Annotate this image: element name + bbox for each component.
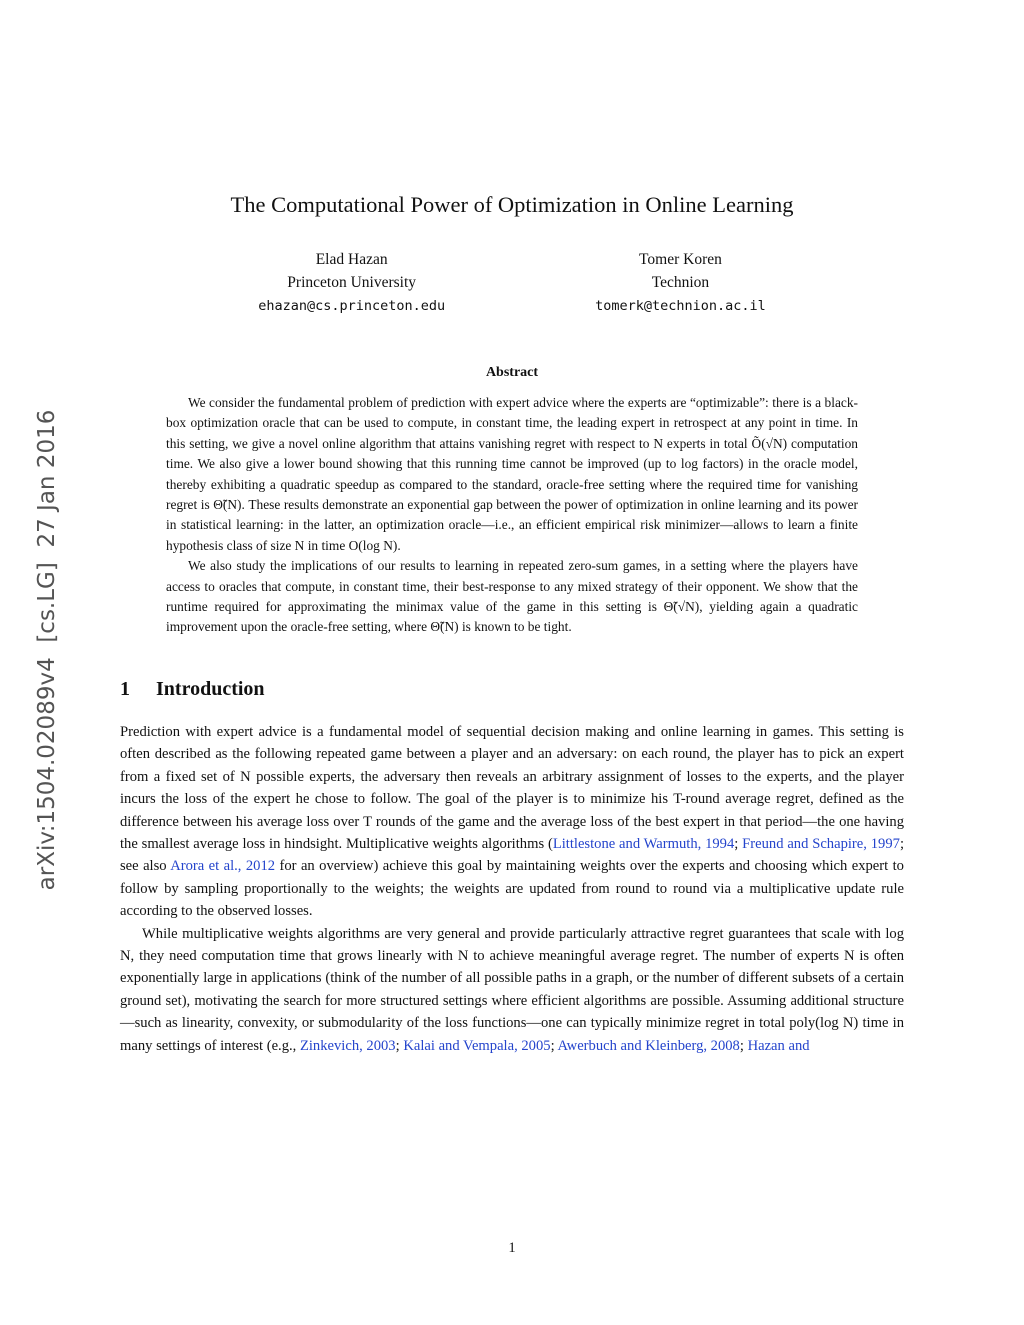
author-1-name: Elad Hazan: [315, 251, 388, 268]
text-run: Prediction with expert advice is a fundamental model of sequential decision making and online learning in games. This setting is often described as the following repeated game between a player and an adversary: on each round, the player has to pick an expert from a fixed set of N possible experts, the adversary then reveals an arbitrary assignment of losses to the experts, and the player incurs the loss of the expert he chose to follow. The goal of the player is to minimize his T-round average regret, defined as the difference between his average loss over T rounds of the game and the average loss of the best expert in that period—the one having the smallest average loss in hindsight. Multiplicative weights algorithms (: [120, 723, 904, 852]
text-run: We also study the implications of our results to learning in repeated zero-sum games, in a setting where the players have access to oracles that compute, in constant time, their best-response to any mixed strategy of their opponent. We show that the runtime required for approximating the minimax value of the game in this setting is Θ̃(√N), yielding again a quadratic improvement upon the oracle-free setting, where Θ̃(N) is known to be tight.: [166, 558, 858, 635]
arxiv-watermark: arXiv:1504.02089v4 [cs.LG] 27 Jan 2016: [34, 409, 60, 891]
text-run: ;: [739, 1037, 748, 1054]
introduction-body: [120, 721, 904, 1057]
citation-link[interactable]: Hazan and: [747, 1037, 810, 1054]
abstract-heading: Abstract: [485, 365, 539, 380]
citation-link[interactable]: Arora et al., 2012: [170, 858, 276, 875]
section-1-number: 1: [120, 677, 130, 700]
author-2: [595, 248, 766, 318]
abstract-body: [166, 393, 858, 638]
paragraph: [120, 923, 904, 1057]
citation-link[interactable]: Freund and Schapire, 1997: [742, 835, 900, 852]
author-1-affiliation: Princeton University: [287, 274, 417, 291]
section-1-title: Introduction: [156, 677, 265, 700]
author-1-email: ehazan@cs.princeton.edu: [258, 298, 446, 314]
text-run: ; see also: [120, 835, 904, 875]
text-run: ;: [395, 1037, 404, 1054]
paragraph: [120, 721, 904, 923]
abstract-section: [166, 365, 858, 638]
author-1: [258, 248, 445, 318]
paper-content: [120, 0, 904, 1057]
section-1-heading: [120, 678, 904, 701]
text-run: ;: [734, 835, 743, 852]
author-2-name: Tomer Koren: [639, 251, 722, 268]
author-2-affiliation: Technion: [651, 274, 710, 291]
author-2-email: tomerk@technion.ac.il: [595, 298, 766, 314]
author-block: [120, 248, 904, 318]
citation-link[interactable]: Kalai and Vempala, 2005: [403, 1037, 551, 1054]
text-run: ;: [550, 1037, 558, 1054]
citation-link[interactable]: Zinkevich, 2003: [299, 1037, 396, 1054]
citation-link[interactable]: Awerbuch and Kleinberg, 2008: [557, 1037, 740, 1054]
citation-link[interactable]: Littlestone and Warmuth, 1994: [552, 835, 735, 852]
paragraph: [166, 556, 858, 638]
paper-title: The Computational Power of Optimization in Online Learning: [230, 192, 794, 217]
text-run: While multiplicative weights algorithms are very general and provide particularly attractive regret guarantees that scale with log N, they need computation time that grows linearly with N to achieve meaningful average regret. The number of experts N is often exponentially large in applications (think of the number of all possible paths in a graph, or the number of different subsets of a certain ground set), motivating the search for more structured settings where efficient algorithms are possible. Assuming additional structure—such as linearity, convexity, or submodularity of the loss functions—one can typically minimize regret in total poly(log N) time in many settings of interest (e.g.,: [120, 925, 904, 1054]
text-run: for an overview) achieve this goal by maintaining weights over the experts and choosing which expert to follow by sampling proportionally to the weights; the weights are updated from round to round via a multiplicative update rule according to the observed losses.: [120, 858, 904, 920]
paragraph: [166, 393, 858, 556]
text-run: We consider the fundamental problem of prediction with expert advice where the experts are “optimizable”: there is a black-box optimization oracle that can be used to compute, in constant time, the leading expert in retrospect at any point in time. In this setting, we give a novel online algorithm that attains vanishing regret with respect to N experts in total Õ(√N) computation time. We also give a lower bound showing that this running time cannot be improved (up to log factors) in the oracle model, thereby exhibiting a quadratic speedup as compared to the standard, oracle-free setting where the required time for vanishing regret is Θ̃(N). These results demonstrate an exponential gap between the power of optimization in online learning and its power in statistical learning: in the latter, an optimization oracle—i.e., an efficient empirical risk minimizer—allows to learn a finite hypothesis class of size N in time O(log N).: [166, 395, 858, 553]
page-number: 1: [508, 1240, 516, 1256]
